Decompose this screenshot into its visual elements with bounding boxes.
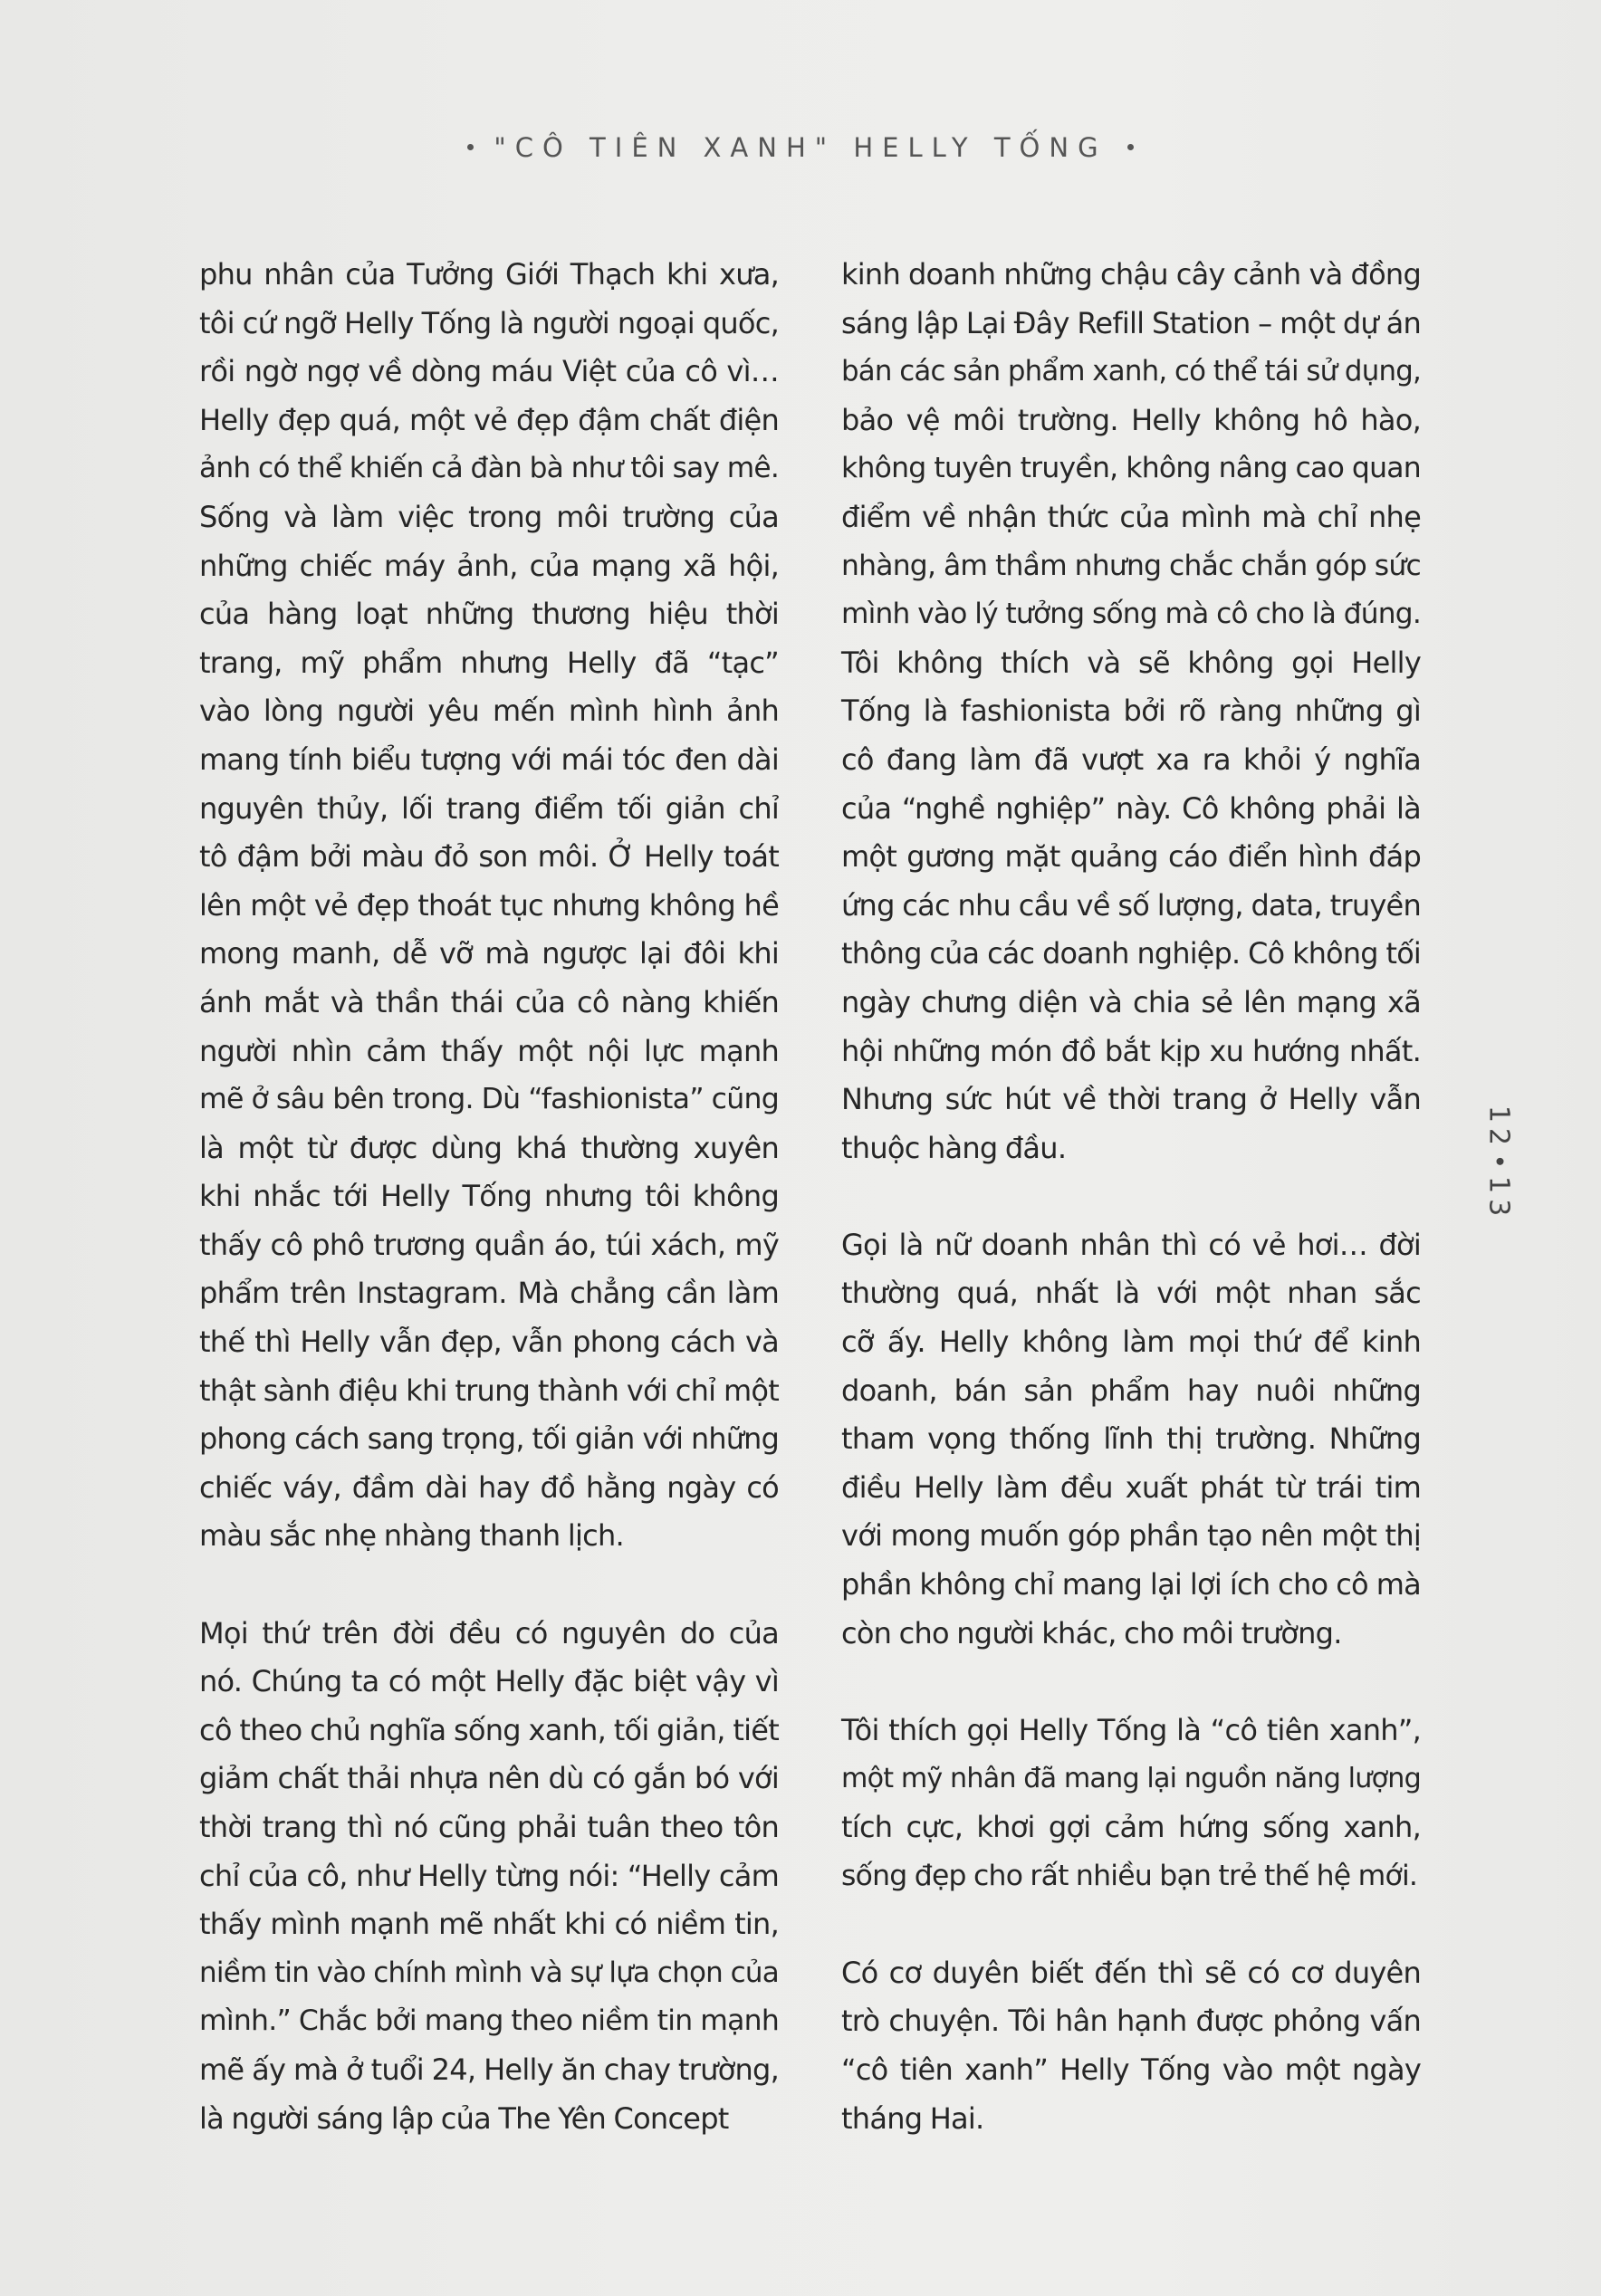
text-line: với mong muốn góp phần tạo nên một thị xyxy=(841,1518,1421,1554)
page-number-left: 12 xyxy=(1482,1105,1515,1151)
text-line: là người sáng lập của The Yên Concept xyxy=(199,2100,729,2136)
text-line: tham vọng thống lĩnh thị trường. Những xyxy=(841,1421,1421,1457)
text-line: nguyên thủy, lối trang điểm tối giản chỉ xyxy=(199,790,779,826)
text-line: “cô tiên xanh” Helly Tống vào một ngày xyxy=(841,2052,1421,2087)
text-line: sống đẹp cho rất nhiều bạn trẻ thế hệ mới. xyxy=(841,1859,1418,1892)
text-line: Helly đẹp quá, một vẻ đẹp đậm chất điện xyxy=(199,402,779,437)
paragraph xyxy=(841,1707,1421,1900)
paragraph xyxy=(841,251,1421,1172)
text-line: mẽ ở sâu bên trong. Dù “fashionista” cũng xyxy=(199,1083,779,1116)
text-line: Nhưng sức hút về thời trang ở Helly vẫn xyxy=(841,1082,1421,1117)
text-line: Có cơ duyên biết đến thì sẽ có cơ duyên xyxy=(841,1955,1421,1990)
paragraph-gap xyxy=(199,1561,779,1610)
right-column xyxy=(841,251,1421,2143)
paragraph xyxy=(841,1949,1421,2143)
text-line: tôi cứ ngỡ Helly Tống là người ngoại quốc, xyxy=(199,305,779,340)
text-line: ảnh có thể khiến cả đàn bà như tôi say mê. xyxy=(199,452,779,485)
text-line: của “nghề nghiệp” này. Cô không phải là xyxy=(841,790,1421,826)
text-line: chỉ của cô, như Helly từng nói: “Helly cảm xyxy=(199,1858,779,1893)
text-line: tháng Hai. xyxy=(841,2100,984,2136)
paragraph xyxy=(199,1610,779,2144)
paragraph-gap xyxy=(841,1658,1421,1707)
running-head xyxy=(0,132,1601,163)
text-line: niềm tin vào chính mình và sự lựa chọn của xyxy=(199,1956,779,1989)
text-line: phẩm trên Instagram. Mà chẳng cần làm xyxy=(199,1276,779,1311)
text-line: trang, mỹ phẩm nhưng Helly đã “tạc” xyxy=(199,645,779,680)
page-numbers xyxy=(1483,1086,1514,1240)
text-line: thường quá, nhất là với một nhan sắc xyxy=(841,1276,1421,1311)
text-line: mình vào lý tưởng sống mà cô cho là đúng. xyxy=(841,598,1421,631)
text-line: hội những món đồ bắt kịp xu hướng nhất. xyxy=(841,1033,1421,1068)
text-line: tích cực, khơi gợi cảm hứng sống xanh, xyxy=(841,1810,1421,1844)
text-line: nó. Chúng ta có một Helly đặc biệt vậy vì xyxy=(199,1664,779,1699)
text-line: cỡ ấy. Helly không làm mọi thứ để kinh xyxy=(841,1325,1421,1360)
text-line: kinh doanh những chậu cây cảnh và đồng xyxy=(841,257,1421,292)
text-line: không tuyên truyền, không nâng cao quan xyxy=(841,452,1421,485)
text-line: mẽ ấy mà ở tuổi 24, Helly ăn chay trường, xyxy=(199,2052,779,2087)
text-line: nhàng, âm thầm nhưng chắc chắn góp sức xyxy=(841,549,1421,582)
text-line: lên một vẻ đẹp thoát tục nhưng không hề xyxy=(199,887,779,923)
text-line: bán các sản phẩm xanh, có thể tái sử dụng, xyxy=(841,355,1421,388)
text-line: thời trang thì nó cũng phải tuân theo tôn xyxy=(199,1810,779,1844)
bullet-dot-icon xyxy=(467,144,474,150)
text-line: một mỹ nhân đã mang lại nguồn năng lượng xyxy=(841,1763,1421,1795)
text-line: khi nhắc tới Helly Tống nhưng tôi không xyxy=(199,1179,779,1214)
bullet-dot-icon xyxy=(1127,144,1134,150)
text-line: phong cách sang trọng, tối giản với những xyxy=(199,1422,779,1457)
paragraph xyxy=(841,1221,1421,1658)
text-line: một gương mặt quảng cáo điển hình đáp xyxy=(841,839,1421,875)
text-line: ngày chưng diện và chia sẻ lên mạng xã xyxy=(841,984,1421,1019)
text-line: thấy mình mạnh mẽ nhất khi có niềm tin, xyxy=(199,1907,779,1942)
text-line: điểm về nhận thức của mình mà chỉ nhẹ xyxy=(841,499,1421,534)
text-line: thuộc hàng đầu. xyxy=(841,1130,1067,1165)
text-line: thông của các doanh nghiệp. Cô không tối xyxy=(841,937,1421,971)
text-line: người nhìn cảm thấy một nội lực mạnh xyxy=(199,1033,779,1068)
text-line: bảo vệ môi trường. Helly không hô hào, xyxy=(841,402,1421,437)
text-line: mong manh, dễ vỡ mà ngược lại đôi khi xyxy=(199,936,779,971)
text-line: cô theo chủ nghĩa sống xanh, tối giản, tiết xyxy=(199,1712,779,1747)
paragraph-gap xyxy=(841,1900,1421,1949)
text-line: Tôi không thích và sẽ không gọi Helly xyxy=(841,645,1421,680)
text-line: màu sắc nhẹ nhàng thanh lịch. xyxy=(199,1518,624,1554)
text-line: sáng lập Lại Đây Refill Station – một dự án xyxy=(841,305,1421,340)
text-line: cô đang làm đã vượt xa ra khỏi ý nghĩa xyxy=(841,741,1421,777)
text-line: Mọi thứ trên đời đều có nguyên do của xyxy=(199,1615,779,1650)
paragraph-gap xyxy=(841,1172,1421,1221)
text-line: mang tính biểu tượng với mái tóc đen dài xyxy=(199,741,779,777)
text-line: phần không chỉ mang lại lợi ích cho cô mà xyxy=(841,1567,1421,1602)
text-line: điều Helly làm đều xuất phát từ trái tim xyxy=(841,1469,1421,1505)
text-line: vào lòng người yêu mến mình hình ảnh xyxy=(199,694,779,729)
text-line: thế thì Helly vẫn đẹp, vẫn phong cách và xyxy=(199,1325,779,1360)
page-number-right: 13 xyxy=(1482,1176,1515,1222)
text-line: ánh mắt và thần thái của cô nàng khiến xyxy=(199,984,779,1019)
text-line: giảm chất thải nhựa nên dù có gắn bó với xyxy=(199,1761,779,1796)
text-line: ứng các nhu cầu về số lượng, data, truyền xyxy=(841,887,1421,923)
text-line: của hàng loạt những thương hiệu thời xyxy=(199,597,779,632)
bullet-dot-icon xyxy=(1497,1158,1504,1165)
text-line: là một từ được dùng khá thường xuyên xyxy=(199,1130,779,1165)
left-column xyxy=(199,251,779,2143)
running-head-title: "CÔ TIÊN XANH" HELLY TỐNG xyxy=(494,132,1107,163)
text-line: trò chuyện. Tôi hân hạnh được phỏng vấn xyxy=(841,2004,1421,2039)
text-line: những chiếc máy ảnh, của mạng xã hội, xyxy=(199,548,779,583)
text-line: Sống và làm việc trong môi trường của xyxy=(199,499,779,534)
text-line: thấy cô phô trương quần áo, túi xách, mỹ xyxy=(199,1227,779,1262)
text-line: thật sành điệu khi trung thành với chỉ một xyxy=(199,1373,779,1408)
text-line: phu nhân của Tưởng Giới Thạch khi xưa, xyxy=(199,257,779,292)
text-line: tô đậm bởi màu đỏ son môi. Ở Helly toát xyxy=(199,839,779,875)
text-line: Tống là fashionista bởi rõ ràng những gì xyxy=(841,694,1421,729)
text-line: doanh, bán sản phẩm hay nuôi những xyxy=(841,1373,1421,1408)
text-line: chiếc váy, đầm dài hay đồ hằng ngày có xyxy=(199,1469,779,1505)
text-line: Gọi là nữ doanh nhân thì có vẻ hơi… đời xyxy=(841,1227,1421,1262)
text-line: còn cho người khác, cho môi trường. xyxy=(841,1615,1342,1650)
paragraph xyxy=(199,251,779,1561)
text-line: mình.” Chắc bởi mang theo niềm tin mạnh xyxy=(199,2004,779,2038)
text-line: Tôi thích gọi Helly Tống là “cô tiên xanh”, xyxy=(841,1712,1421,1747)
text-line: rồi ngờ ngợ về dòng máu Việt của cô vì… xyxy=(199,354,779,389)
